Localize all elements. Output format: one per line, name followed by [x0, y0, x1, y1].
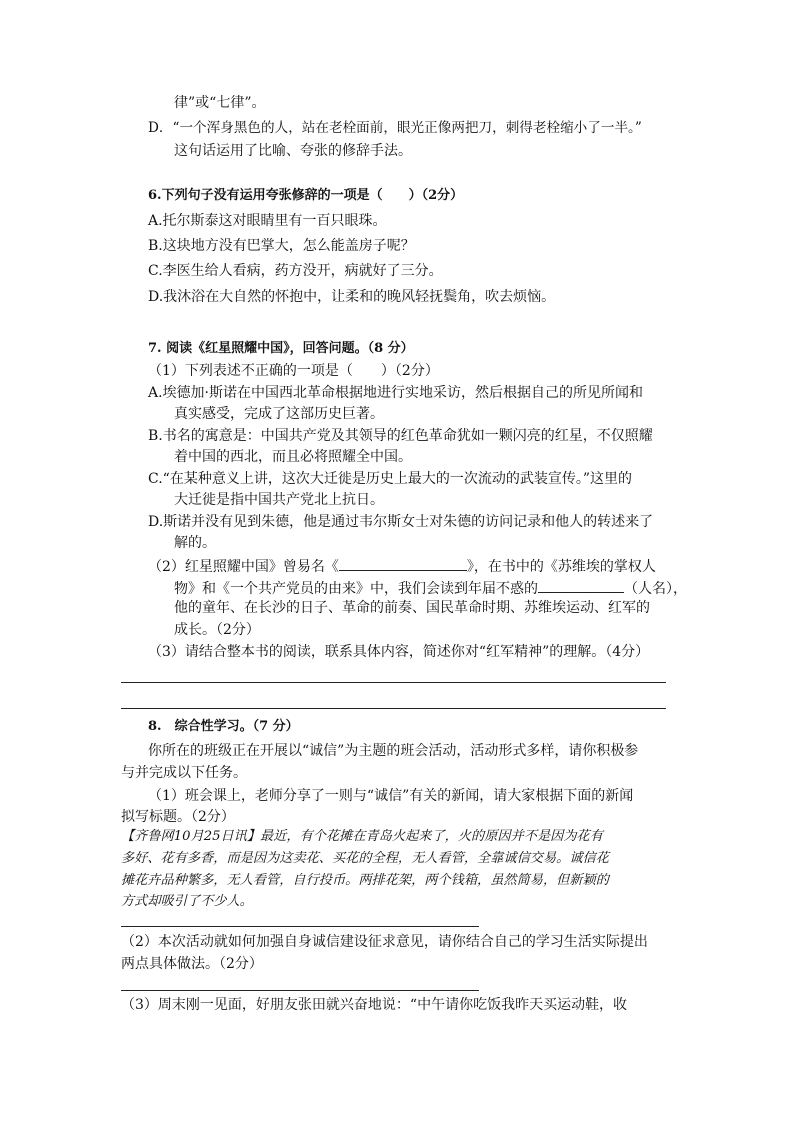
q6-title: 6.下列句子没有运用夸张修辞的一项是（ ）（2分） — [148, 188, 464, 203]
q6-option-c: C.李医生给人看病，药方没开，病就好了三分。 — [148, 263, 443, 279]
q8-intro-line2: 与并完成以下任务。 — [121, 765, 247, 781]
q8-sub2-line1: （2）本次活动就如何加强自身诚信建设征求意见，请你结合自己的学习生活实际提出 — [121, 934, 648, 950]
q5-option-d-line1: D．“一个浑身黑色的人，站在老栓面前，眼光正像两把刀，刺得老栓缩小了一半。” — [148, 120, 642, 136]
q7-sub2-line1 — [148, 556, 656, 576]
answer-line[interactable] — [121, 926, 479, 927]
q8-sub1-line1: （1）班会课上，老师分享了一则与“诚信”有关的新闻，请大家根据下面的新闻 — [148, 788, 634, 804]
q7-sub2-text-b: 》，在书中的《苏维埃的掌权人 — [466, 559, 656, 575]
answer-line[interactable] — [121, 990, 479, 991]
q7-option-b-line2: 着中国的西北，而且必将照耀全中国。 — [174, 449, 412, 465]
q7-sub3: （3）请结合整本书的阅读，联系具体内容，简述你对“红军精神”的理解。（4分） — [148, 644, 650, 660]
q7-option-a-line1: A.埃德加·斯诺在中国西北革命根据地进行实地采访，然后根据自己的所见所闻和 — [148, 385, 644, 401]
q7-sub1: （1）下列表述不正确的一项是（ ）（2分） — [148, 363, 439, 379]
q7-option-d-line2: 解的。 — [174, 535, 216, 551]
book-alt-title-blank[interactable] — [339, 556, 467, 571]
q6-option-b: B.这块地方没有巴掌大，怎么能盖房子呢？ — [148, 238, 415, 254]
q8-sub2-line2: 两点具体做法。（2分） — [121, 956, 263, 972]
q7-sub2-line4: 成长。（2分） — [174, 622, 260, 638]
q7-option-c-line2: 大迁徙是指中国共产党北上抗日。 — [174, 492, 384, 508]
q5-option-d-line2: 这句话运用了比喻、夸张的修辞手法。 — [174, 143, 412, 159]
news-excerpt-line2: 多好、花有多香，而是因为这卖花、买花的全程，无人看管，全靠诚信交易。诚信花 — [121, 851, 609, 866]
q7-option-d-line1: D.斯诺并没有见到朱德，他是通过韦尔斯女士对朱德的访问记录和他人的转述来了 — [148, 514, 654, 530]
q7-sub2-line3: 他的童年、在长沙的日子、革命的前奏、国民革命时期、苏维埃运动、红军的 — [174, 600, 650, 616]
q6-option-a: A.托尔斯泰这对眼睛里有一百只眼珠。 — [148, 213, 387, 229]
q7-sub2-line2 — [174, 578, 687, 598]
answer-line[interactable] — [121, 708, 666, 709]
q8-sub1-line2: 拟写标题。（2分） — [121, 809, 235, 825]
q8-intro-line1: 你所在的班级正在开展以“诚信”为主题的班会活动，活动形式多样，请你积极参 — [148, 743, 639, 759]
q8-sub3-line1: （3）周末刚一见面，好朋友张田就兴奋地说：“中午请你吃饭我昨天买运动鞋，收 — [121, 997, 628, 1013]
q7-sub2-text-c: 物》和《一个共产党员的由来》中，我们会读到年届不惑的 — [174, 581, 538, 597]
q7-option-c-line1: C.“在某种意义上讲，这次大迁徙是历史上最大的一次流动的武装宣传。”这里的 — [148, 471, 632, 487]
news-excerpt-line1: 【齐鲁网10月25日讯】最近，有个花摊在青岛火起来了，火的原因并不是因为花有 — [121, 829, 603, 844]
news-excerpt-line3: 摊花卉品种繁多，无人看管，自行投币。两排花架，两个钱箱，虽然简易，但新颖的 — [121, 873, 609, 888]
q7-title: 7. 阅读《红星照耀中国》，回答问题。（8 分） — [148, 341, 414, 356]
q8-title: 8. 综合性学习。（7 分） — [148, 719, 299, 734]
q7-option-b-line1: B.书名的寓意是：中国共产党及其领导的红色革命犹如一颗闪亮的红星，不仅照耀 — [148, 428, 653, 444]
q7-sub2-text-d: （人名）， — [624, 581, 687, 597]
q7-option-a-line2: 真实感受，完成了这部历史巨著。 — [174, 406, 384, 422]
q6-option-d: D.我沐浴在大自然的怀抱中，让柔和的晚风轻抚鬓角，吹去烦恼。 — [148, 289, 556, 305]
q7-sub2-text-a: （2）红星照耀中国》曾易名《 — [148, 559, 339, 575]
q5-option-c-tail: 律”或“七律”。 — [174, 95, 266, 111]
answer-line[interactable] — [121, 682, 666, 683]
news-excerpt-line4: 方式却吸引了不少人。 — [121, 894, 253, 909]
person-name-blank[interactable] — [538, 578, 624, 593]
